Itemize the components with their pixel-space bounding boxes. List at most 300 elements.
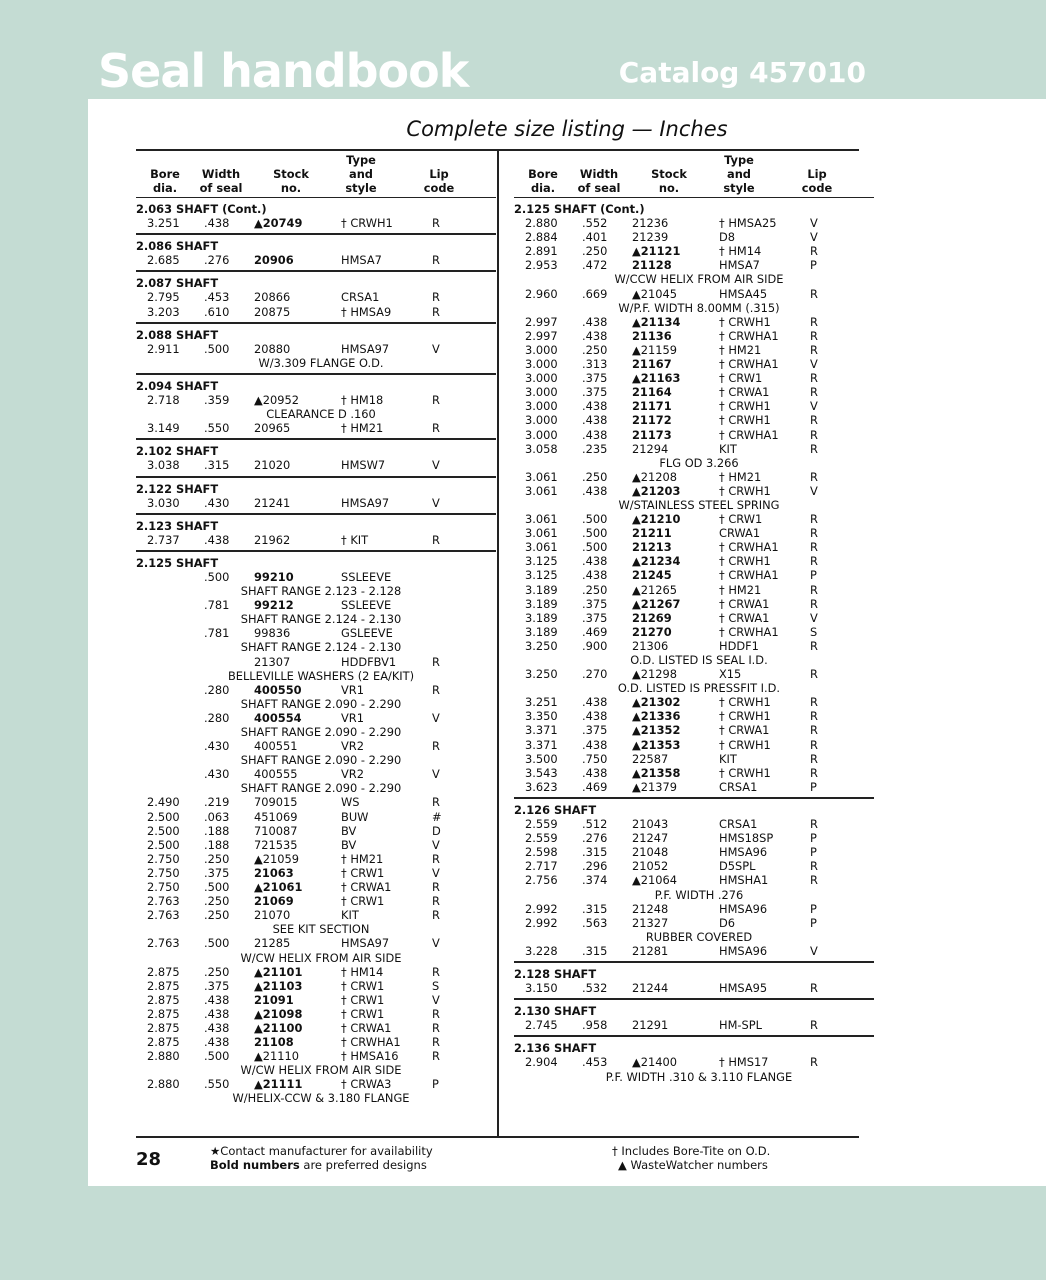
type-cell: CRSA1 xyxy=(719,817,758,832)
width-cell: .438 xyxy=(582,314,608,329)
lip-cell: R xyxy=(810,554,818,569)
row-note: W/CW HELIX FROM AIR SIDE xyxy=(240,950,402,965)
width-cell: .313 xyxy=(582,357,608,372)
shaft-section xyxy=(136,552,496,1109)
stock-cell: ▲20749 xyxy=(254,216,303,231)
width-cell: .750 xyxy=(582,751,608,766)
type-cell: † CRWA1 xyxy=(341,880,392,895)
width-cell: .438 xyxy=(204,216,230,231)
type-cell: † HMSA16 xyxy=(341,1049,399,1064)
lip-cell: V xyxy=(432,865,440,880)
width-cell: .315 xyxy=(582,943,608,958)
lip-cell: R xyxy=(432,290,440,305)
width-cell: .438 xyxy=(582,709,608,724)
lip-cell: R xyxy=(810,1018,818,1033)
table-row xyxy=(514,540,874,554)
stock-cell: 21020 xyxy=(254,458,291,473)
table-row xyxy=(136,810,496,824)
stock-cell: 21291 xyxy=(632,1018,669,1033)
bore-cell: 3.623 xyxy=(525,779,558,794)
bore-cell: 3.149 xyxy=(147,421,180,436)
width-cell: .472 xyxy=(582,258,608,273)
stock-cell: ▲21103 xyxy=(254,978,303,993)
lip-cell: S xyxy=(432,978,440,993)
type-cell: † CRWHA1 xyxy=(719,568,779,583)
bore-header-text: Bore dia. xyxy=(528,167,558,195)
table-row xyxy=(514,639,874,653)
width-cell: .375 xyxy=(204,865,230,880)
width-cell: .438 xyxy=(204,532,230,547)
bore-cell: 3.350 xyxy=(525,709,558,724)
lip-cell: R xyxy=(810,1055,818,1070)
footer-bold-note xyxy=(210,1158,433,1172)
type-cell: HMSA97 xyxy=(341,341,390,356)
stock-cell: ▲21111 xyxy=(254,1077,303,1092)
table-row xyxy=(514,287,874,301)
header-lip xyxy=(418,167,460,195)
table-row xyxy=(514,831,874,845)
width-cell: .276 xyxy=(582,831,608,846)
row-note: SHAFT RANGE 2.090 - 2.290 xyxy=(240,753,402,768)
type-cell: † HM14 xyxy=(341,964,384,979)
lip-cell: V xyxy=(432,710,440,725)
width-cell: .500 xyxy=(204,1049,230,1064)
width-cell: .438 xyxy=(582,568,608,583)
type-cell: † HM21 xyxy=(341,421,384,436)
table-row xyxy=(514,667,874,681)
lip-cell: R xyxy=(810,873,818,888)
width-cell: .438 xyxy=(582,427,608,442)
bore-cell: 3.000 xyxy=(525,427,558,442)
stock-cell: 400555 xyxy=(254,767,298,782)
table-row xyxy=(514,568,874,582)
lip-cell: R xyxy=(810,469,818,484)
lip-cell: V xyxy=(432,341,440,356)
width-cell: .315 xyxy=(204,458,230,473)
type-cell: BV xyxy=(341,823,357,838)
stock-cell: 451069 xyxy=(254,809,298,824)
stock-cell: 21962 xyxy=(254,532,291,547)
table-row xyxy=(514,780,874,794)
row-note: W/CCW HELIX FROM AIR SIDE xyxy=(614,272,784,287)
width-cell: .250 xyxy=(582,469,608,484)
shaft-section xyxy=(136,198,496,235)
column-divider xyxy=(497,151,499,1136)
shaft-section xyxy=(136,235,496,272)
bore-cell: 2.750 xyxy=(147,880,180,895)
table-row xyxy=(136,458,496,472)
shaft-section-title: 2.130 SHAFT xyxy=(514,1004,597,1019)
stock-cell: 21091 xyxy=(254,992,294,1007)
bore-cell: 3.189 xyxy=(525,596,558,611)
shaft-section-title: 2.102 SHAFT xyxy=(136,444,219,459)
bore-cell: 2.997 xyxy=(525,314,558,329)
stock-cell: 21285 xyxy=(254,936,291,951)
type-cell: BV xyxy=(341,837,357,852)
type-cell: † HMS17 xyxy=(719,1055,769,1070)
lip-cell: R xyxy=(432,1006,440,1021)
width-cell: .453 xyxy=(204,290,230,305)
lip-cell: S xyxy=(810,624,818,639)
lip-cell: R xyxy=(810,709,818,724)
type-cell: CRSA1 xyxy=(719,779,758,794)
lip-cell: R xyxy=(810,723,818,738)
lip-cell: R xyxy=(810,765,818,780)
stock-cell: ▲21302 xyxy=(632,695,681,710)
width-cell: .438 xyxy=(582,765,608,780)
width-cell: .359 xyxy=(204,393,230,408)
stock-cell: 20965 xyxy=(254,421,291,436)
table-row xyxy=(136,852,496,866)
bore-cell: 2.750 xyxy=(147,851,180,866)
right-column-body xyxy=(514,198,874,1087)
table-row xyxy=(514,625,874,639)
width-cell: .958 xyxy=(582,1018,608,1033)
shaft-section xyxy=(514,1000,874,1037)
width-cell: .430 xyxy=(204,767,230,782)
lip-cell: R xyxy=(432,1020,440,1035)
width-cell: .453 xyxy=(582,1055,608,1070)
lip-cell: R xyxy=(432,532,440,547)
table-row xyxy=(136,795,496,809)
stock-header-text: Stock no. xyxy=(273,167,309,195)
lip-cell: R xyxy=(432,682,440,697)
shaft-section-title: 2.125 SHAFT (Cont.) xyxy=(514,202,645,216)
bore-cell: 3.000 xyxy=(525,399,558,414)
stock-cell: 99836 xyxy=(254,626,291,641)
stock-cell: ▲21352 xyxy=(632,723,681,738)
type-cell: † CRWH1 xyxy=(719,737,771,752)
bore-cell: 3.061 xyxy=(525,512,558,527)
lip-cell: V xyxy=(432,992,440,1007)
bore-cell: 3.000 xyxy=(525,385,558,400)
lip-cell: R xyxy=(810,526,818,541)
stock-cell: 21069 xyxy=(254,894,294,909)
table-row xyxy=(514,329,874,343)
table-row xyxy=(514,512,874,526)
lip-cell: R xyxy=(810,737,818,752)
bore-cell: 2.960 xyxy=(525,286,558,301)
type-cell: HM-SPL xyxy=(719,1018,762,1033)
table-row xyxy=(514,442,874,456)
table-row xyxy=(514,244,874,258)
lip-cell: R xyxy=(432,304,440,319)
row-note: P.F. WIDTH .276 xyxy=(654,887,744,902)
shaft-section xyxy=(514,1037,874,1086)
table-row xyxy=(514,981,874,995)
bore-cell: 3.500 xyxy=(525,751,558,766)
bore-cell: 3.125 xyxy=(525,554,558,569)
bore-cell: 3.228 xyxy=(525,943,558,958)
type-cell: † CRW1 xyxy=(341,865,385,880)
table-row xyxy=(136,1077,496,1091)
row-note: CLEARANCE D .160 xyxy=(266,407,376,422)
type-cell: † HM21 xyxy=(719,582,762,597)
width-cell: .438 xyxy=(582,737,608,752)
bore-cell: 2.992 xyxy=(525,901,558,916)
stock-cell: ▲21379 xyxy=(632,779,677,794)
table-row xyxy=(514,1018,874,1032)
lip-cell: V xyxy=(810,216,818,231)
stock-cell: 20906 xyxy=(254,253,294,268)
type-cell: VR2 xyxy=(341,767,364,782)
lip-cell: R xyxy=(810,751,818,766)
width-cell: .375 xyxy=(582,596,608,611)
shaft-section xyxy=(136,478,496,515)
type-cell: SSLEEVE xyxy=(341,598,392,613)
type-cell: † HMSA9 xyxy=(341,304,392,319)
stock-cell: 20875 xyxy=(254,304,291,319)
width-cell: .500 xyxy=(582,540,608,555)
bore-cell: 3.000 xyxy=(525,342,558,357)
left-column-header xyxy=(136,151,496,198)
type-cell: † CRWH1 xyxy=(719,413,771,428)
stock-cell: 22587 xyxy=(632,751,669,766)
header-type xyxy=(336,153,386,195)
width-cell: .315 xyxy=(582,845,608,860)
stock-cell: 21136 xyxy=(632,328,672,343)
width-cell: .550 xyxy=(204,421,230,436)
bore-cell: 2.891 xyxy=(525,244,558,259)
stock-cell: 21172 xyxy=(632,413,672,428)
table-row xyxy=(136,711,496,725)
width-cell: .375 xyxy=(204,978,230,993)
type-cell: † CRWHA1 xyxy=(719,357,779,372)
table-row xyxy=(136,908,496,922)
bore-cell: 2.875 xyxy=(147,1006,180,1021)
bore-cell: 2.880 xyxy=(147,1049,180,1064)
bore-cell: 2.500 xyxy=(147,837,180,852)
bore-header-text: Bore dia. xyxy=(150,167,180,195)
width-cell: .500 xyxy=(582,512,608,527)
table-row xyxy=(136,838,496,852)
stock-cell: 400551 xyxy=(254,739,298,754)
type-cell: † HM21 xyxy=(719,342,762,357)
bore-cell: 2.763 xyxy=(147,894,180,909)
width-cell: .250 xyxy=(582,244,608,259)
row-note: W/STAINLESS STEEL SPRING xyxy=(618,497,780,512)
width-cell: .469 xyxy=(582,779,608,794)
width-cell: .219 xyxy=(204,795,230,810)
type-cell: HMSA95 xyxy=(719,981,768,996)
table-row xyxy=(136,683,496,697)
stock-cell: ▲21234 xyxy=(632,554,681,569)
type-header-text: Type and style xyxy=(345,153,377,195)
stock-cell: ▲21208 xyxy=(632,469,677,484)
width-cell: .235 xyxy=(582,441,608,456)
type-cell: HMSA96 xyxy=(719,901,768,916)
width-cell: .563 xyxy=(582,915,608,930)
type-cell: † CRWA3 xyxy=(341,1077,392,1092)
lip-cell: P xyxy=(810,915,817,930)
bore-cell: 2.737 xyxy=(147,532,180,547)
stock-cell: 21269 xyxy=(632,610,672,625)
shaft-section xyxy=(136,440,496,477)
type-cell: † CRWH1 xyxy=(341,216,393,231)
row-note: SHAFT RANGE 2.090 - 2.290 xyxy=(240,781,402,796)
table-row xyxy=(514,554,874,568)
shaft-section xyxy=(136,375,496,440)
type-cell: † CRWA1 xyxy=(341,1020,392,1035)
width-cell: .781 xyxy=(204,598,230,613)
header-stock xyxy=(266,167,316,195)
width-cell: .401 xyxy=(582,230,608,245)
stock-cell: ▲21134 xyxy=(632,314,681,329)
footer-contact-note: ★Contact manufacturer for availability xyxy=(210,1144,433,1158)
table-row xyxy=(514,859,874,873)
type-cell: GSLEEVE xyxy=(341,626,393,641)
shaft-section-title: 2.086 SHAFT xyxy=(136,239,219,254)
lip-cell: # xyxy=(432,809,442,824)
shaft-section-title: 2.126 SHAFT xyxy=(514,802,597,817)
bore-cell: 2.500 xyxy=(147,809,180,824)
type-cell: CRSA1 xyxy=(341,290,380,305)
shaft-section xyxy=(136,515,496,552)
shaft-section-title: 2.123 SHAFT xyxy=(136,518,219,533)
width-cell: .669 xyxy=(582,286,608,301)
bore-cell: 2.997 xyxy=(525,328,558,343)
table-row xyxy=(136,533,496,547)
width-cell: .296 xyxy=(582,859,608,874)
stock-cell: 400554 xyxy=(254,710,302,725)
header-width xyxy=(194,167,248,195)
type-cell: † CRW1 xyxy=(719,371,763,386)
lip-cell: V xyxy=(432,458,440,473)
width-cell: .430 xyxy=(204,739,230,754)
shaft-section-title: 2.125 SHAFT xyxy=(136,555,219,570)
lip-cell: V xyxy=(810,230,818,245)
table-row xyxy=(136,216,496,230)
width-cell: .280 xyxy=(204,682,230,697)
table-row xyxy=(136,1021,496,1035)
lip-cell: R xyxy=(432,253,440,268)
lip-cell: R xyxy=(810,596,818,611)
type-cell: KIT xyxy=(719,751,737,766)
table-row xyxy=(514,766,874,780)
table-row xyxy=(514,1055,874,1069)
type-cell: HMSA7 xyxy=(341,253,382,268)
bore-cell: 2.875 xyxy=(147,992,180,1007)
width-cell: .315 xyxy=(582,901,608,916)
stock-cell: ▲21121 xyxy=(632,244,681,259)
bore-cell: 3.061 xyxy=(525,469,558,484)
footer-bold-rest: are preferred designs xyxy=(299,1158,427,1172)
table-row xyxy=(136,626,496,640)
table-row xyxy=(136,965,496,979)
table-row xyxy=(514,817,874,831)
shaft-section xyxy=(514,799,874,963)
stock-cell: 21063 xyxy=(254,865,294,880)
width-cell: .500 xyxy=(204,341,230,356)
lip-cell: R xyxy=(432,216,440,231)
lip-cell: V xyxy=(810,399,818,414)
stock-cell: 21241 xyxy=(254,495,291,510)
table-row xyxy=(136,496,496,510)
table-row xyxy=(136,342,496,356)
lip-cell: R xyxy=(810,981,818,996)
stock-cell: 21306 xyxy=(632,638,669,653)
width-cell: .250 xyxy=(582,582,608,597)
type-cell: VR1 xyxy=(341,710,364,725)
type-cell: † CRW1 xyxy=(341,978,385,993)
type-cell: BUW xyxy=(341,809,369,824)
lip-cell: V xyxy=(810,357,818,372)
width-cell: .280 xyxy=(204,710,230,725)
width-cell: .375 xyxy=(582,371,608,386)
stock-cell: 21211 xyxy=(632,526,672,541)
header-lip xyxy=(796,167,838,195)
bore-cell: 3.543 xyxy=(525,765,558,780)
table-row xyxy=(514,428,874,442)
type-cell: † HM14 xyxy=(719,244,762,259)
bore-cell: 3.250 xyxy=(525,667,558,682)
lip-cell: P xyxy=(810,845,817,860)
width-cell: .438 xyxy=(582,413,608,428)
lip-cell: R xyxy=(432,880,440,895)
row-note: W/3.309 FLANGE O.D. xyxy=(258,355,384,370)
bore-cell: 2.911 xyxy=(147,341,180,356)
lip-cell: R xyxy=(810,441,818,456)
table-row xyxy=(514,315,874,329)
stock-header-text: Stock no. xyxy=(651,167,687,195)
lip-cell: R xyxy=(432,851,440,866)
width-cell: .438 xyxy=(204,1035,230,1050)
table-row xyxy=(136,305,496,319)
width-cell: .438 xyxy=(582,399,608,414)
bore-cell: 2.884 xyxy=(525,230,558,245)
table-row xyxy=(514,216,874,230)
bore-cell: 2.795 xyxy=(147,290,180,305)
width-cell: .438 xyxy=(582,554,608,569)
lip-cell: R xyxy=(810,638,818,653)
row-note: BELLEVILLE WASHERS (2 EA/KIT) xyxy=(227,668,415,683)
table-row xyxy=(514,597,874,611)
lip-cell: R xyxy=(810,859,818,874)
table-row xyxy=(514,752,874,766)
stock-cell: ▲21163 xyxy=(632,371,681,386)
stock-cell: 21270 xyxy=(632,624,672,639)
table-row xyxy=(136,1049,496,1063)
bore-cell: 2.598 xyxy=(525,845,558,860)
row-note: P.F. WIDTH .310 & 3.110 FLANGE xyxy=(605,1069,793,1084)
width-cell: .900 xyxy=(582,638,608,653)
type-cell: WS xyxy=(341,795,360,810)
width-cell: .063 xyxy=(204,809,230,824)
lip-cell: R xyxy=(810,342,818,357)
footer-wastewatcher-note: ▲ WasteWatcher numbers xyxy=(618,1158,768,1172)
bore-cell: 3.038 xyxy=(147,458,180,473)
bore-cell: 2.875 xyxy=(147,1035,180,1050)
type-cell: † CRW1 xyxy=(341,894,385,909)
stock-cell: ▲21267 xyxy=(632,596,681,611)
right-column-header xyxy=(514,151,874,198)
lip-cell: R xyxy=(810,427,818,442)
stock-cell: 721535 xyxy=(254,837,298,852)
width-cell: .250 xyxy=(204,894,230,909)
table-row xyxy=(514,399,874,413)
table-row xyxy=(136,290,496,304)
bore-cell: 3.203 xyxy=(147,304,180,319)
type-cell: † CRWHA1 xyxy=(719,624,779,639)
table-row xyxy=(514,357,874,371)
lip-cell: R xyxy=(810,817,818,832)
table-row xyxy=(136,824,496,838)
type-cell: HMSA96 xyxy=(719,845,768,860)
table-row xyxy=(514,583,874,597)
stock-cell: 400550 xyxy=(254,682,302,697)
table-row xyxy=(514,723,874,737)
type-cell: HMSA96 xyxy=(719,943,768,958)
